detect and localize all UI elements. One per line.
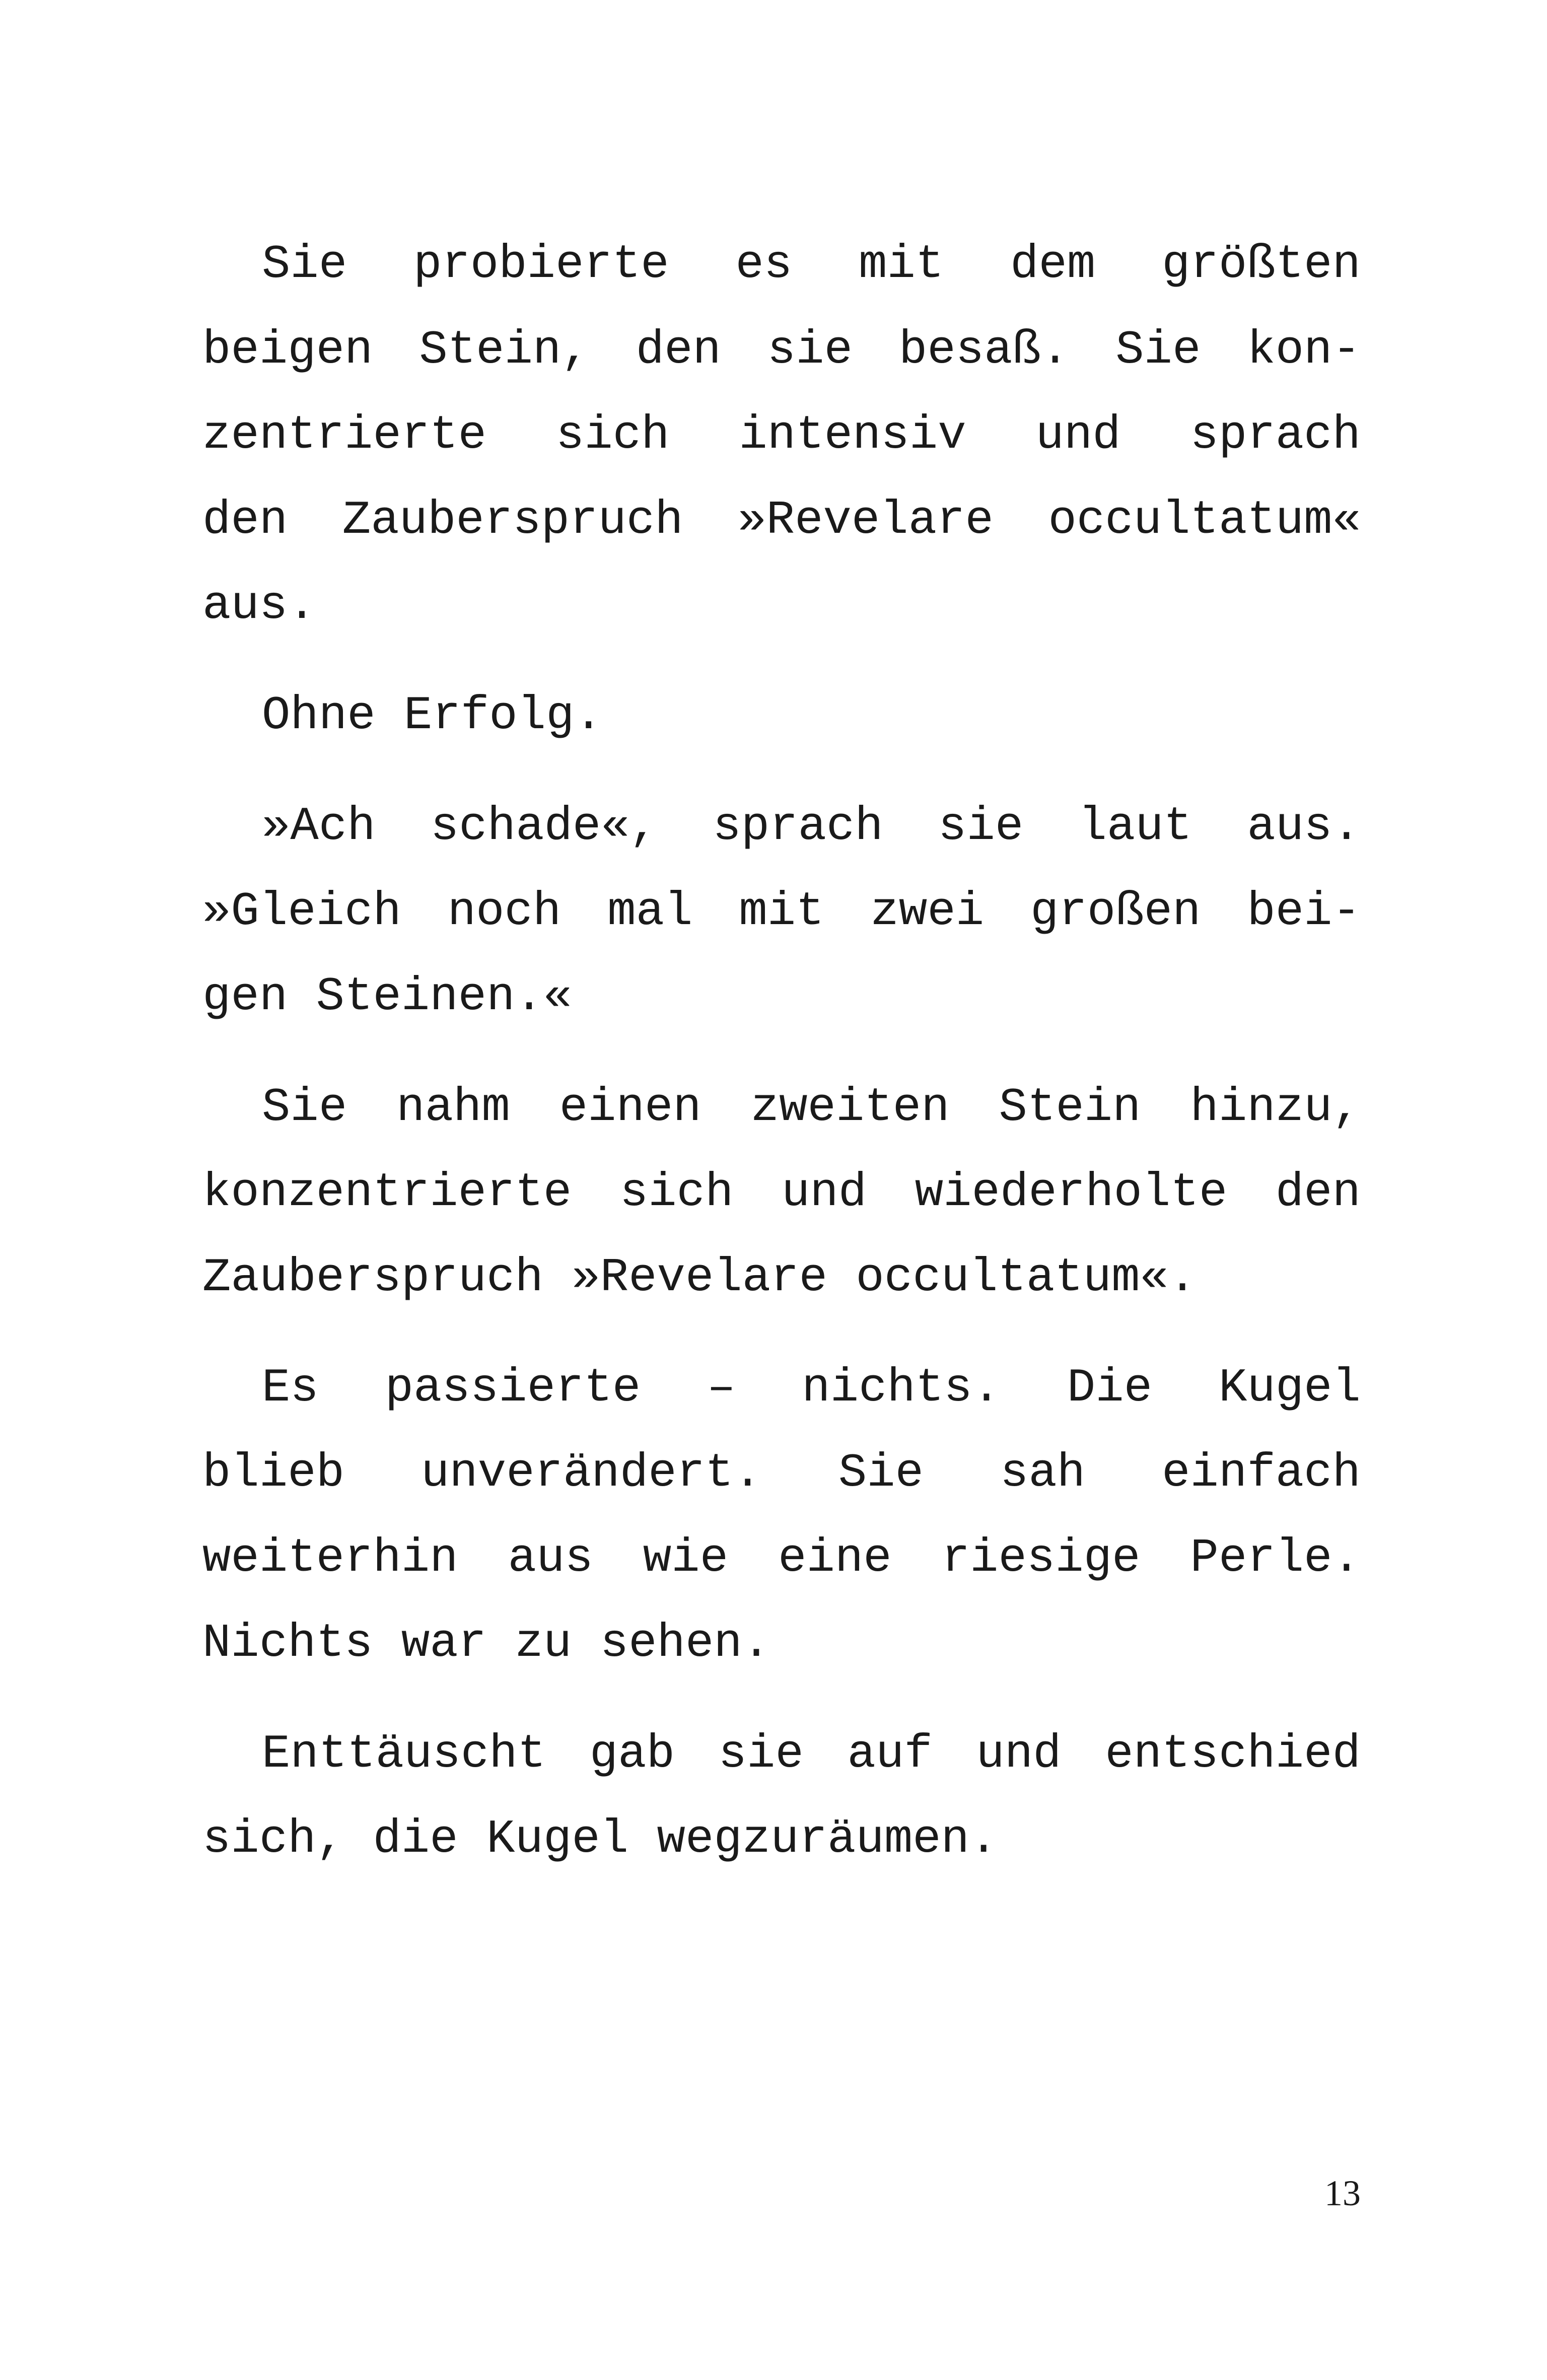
paragraph-3-line-1: »Ach schade«, sprach sie laut aus. [262,800,1361,854]
paragraph-5-line-1: Es passierte – nichts. Die Kugel [262,1362,1361,1415]
paragraph-5-line-2: blieb unverändert. Sie sah einfach [202,1447,1361,1500]
page-number: 13 [1324,2173,1361,2213]
paragraph-4-line-2: konzentrierte sich und wiederholte den [202,1166,1361,1220]
paragraph-2-line-1: Ohne Erfolg. [262,689,603,743]
paragraph-6-line-1: Enttäuscht gab sie auf und entschied [262,1728,1361,1781]
paragraph-4-line-3: Zauberspruch »Revelare occultatum«. [202,1251,1197,1305]
paragraph-5-line-3: weiterhin aus wie eine riesige Perle. [202,1532,1361,1585]
paragraph-6-line-2: sich, die Kugel wegzuräumen. [202,1813,998,1866]
paragraph-1-line-2: beigen Stein, den sie besaß. Sie kon- [202,324,1361,377]
paragraph-1-line-4: den Zauberspruch »Revelare occultatum« [202,494,1361,547]
paragraph-1-line-5: aus. [202,579,316,633]
paragraph-3-line-2: »Gleich noch mal mit zwei großen bei- [202,885,1361,939]
paragraph-4-line-1: Sie nahm einen zweiten Stein hinzu, [262,1081,1361,1135]
paragraph-1-line-3: zentrierte sich intensiv und sprach [202,409,1361,462]
paragraph-1-line-1: Sie probierte es mit dem größten [262,238,1361,292]
paragraph-3-line-3: gen Steinen.« [202,970,572,1024]
paragraph-5-line-4: Nichts war zu sehen. [202,1617,771,1670]
